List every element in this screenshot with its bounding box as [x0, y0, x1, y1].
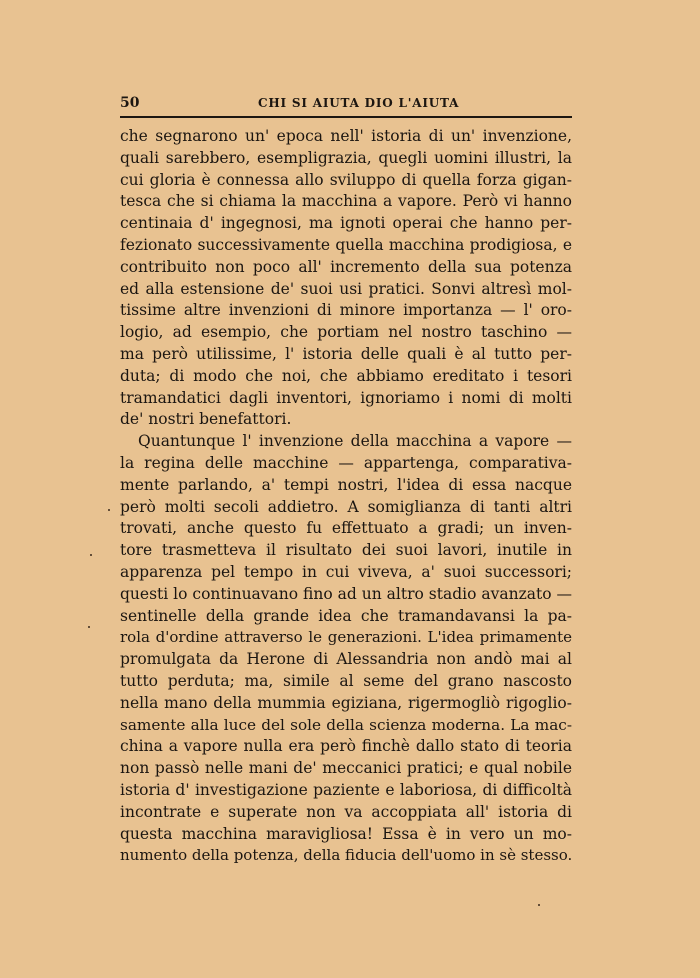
- text-line: contribuito non poco all' incremento della sua potenza: [120, 257, 572, 276]
- text-line: china a vapore nulla era però finchè dallo stato di teoria: [120, 737, 572, 756]
- text-line: promulgata da Herone di Alessandria non andò mai al: [120, 650, 572, 669]
- text-line: logio, ad esempio, che portiam nel nostro taschino —: [120, 323, 572, 342]
- text-line: centinaia d' ingegnosi, ma ignoti operai che hanno per-: [120, 214, 572, 233]
- text-line: questa macchina maravigliosa! Essa è in vero un mo-: [120, 824, 572, 843]
- text-line: cui gloria è connessa allo sviluppo di quella forza gigan-: [120, 170, 572, 189]
- header-rule: [120, 116, 572, 118]
- text-line: tesca che si chiama la macchina a vapore. Però vi hanno: [120, 192, 572, 211]
- text-line: questi lo continuavano fino ad un altro stadio avanzato —: [120, 584, 572, 603]
- text-line-paragraph-end: numento della potenza, della fiducia dell'uomo in sè stesso.: [120, 846, 573, 865]
- text-line: duta; di modo che noi, che abbiamo ereditato i tesori: [120, 366, 572, 385]
- text-line: non passò nelle mani de' meccanici pratici; e qual nobile: [120, 759, 572, 778]
- text-line: sentinelle della grande idea che tramandavansi la pa-: [120, 606, 572, 625]
- print-speck: [90, 554, 92, 556]
- text-line: ed alla estensione de' suoi usi pratici. Sonvi altresì mol-: [120, 279, 572, 298]
- text-line: incontrate e superate non va accoppiata all' istoria di: [120, 802, 572, 821]
- page-header: [120, 92, 572, 116]
- print-speck: [108, 509, 110, 511]
- text-line: istoria d' investigazione paziente e laboriosa, di difficoltà: [120, 780, 572, 799]
- text-line: ma però utilissime, l' istoria delle quali è al tutto per-: [120, 344, 572, 363]
- text-line: tutto perduta; ma, simile al seme del grano nascosto: [120, 671, 572, 690]
- text-line: samente alla luce del sole della scienza moderna. La mac-: [120, 715, 572, 734]
- text-line: tore trasmetteva il risultato dei suoi lavori, inutile in: [120, 541, 572, 560]
- page-number: 50: [120, 95, 140, 111]
- text-line: fezionato successivamente quella macchina prodigiosa, e: [120, 235, 572, 254]
- body-text: [120, 126, 572, 867]
- text-line: mente parlando, a' tempi nostri, l'idea di essa nacque: [120, 475, 572, 494]
- text-line: trovati, anche questo fu effettuato a gradi; un inven-: [120, 519, 572, 538]
- print-speck: [538, 904, 540, 906]
- text-line: tramandatici dagli inventori, ignoriamo i nomi di molti: [120, 388, 572, 407]
- text-line: che segnarono un' epoca nell' istoria di un' invenzione,: [120, 127, 572, 145]
- running-title: CHI SI AIUTA DIO L'AIUTA: [258, 96, 460, 110]
- text-line: quali sarebbero, esempligrazia, quegli uomini illustri, la: [120, 148, 572, 167]
- text-line: nella mano della mummia egiziana, rigermogliò rigoglio-: [120, 693, 572, 712]
- text-line: apparenza pel tempo in cui viveva, a' suoi successori;: [120, 562, 572, 581]
- text-line: la regina delle macchine — appartenga, comparativa-: [120, 453, 572, 472]
- print-speck: [88, 626, 90, 628]
- text-line: tissime altre invenzioni di minore importanza — l' oro-: [120, 301, 572, 320]
- text-line-paragraph-end: de' nostri benefattori.: [120, 410, 292, 429]
- text-line-paragraph-start: Quantunque l' invenzione della macchina a vapore —: [138, 432, 572, 451]
- text-line: rola d'ordine attraverso le generazioni. L'idea primamente: [120, 628, 572, 647]
- text-line: però molti secoli addietro. A somiglianza di tanti altri: [120, 497, 572, 516]
